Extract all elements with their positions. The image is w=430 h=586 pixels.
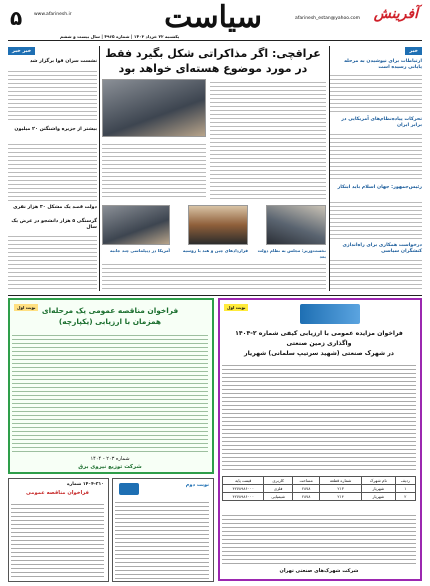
tender-tag: نوبت اول — [14, 304, 38, 311]
tender-ref: شماره ۲۰۳ - ۱۴۰۴ — [90, 456, 130, 462]
table-header: نام شهرک — [361, 477, 395, 485]
auction-body — [222, 362, 416, 472]
left-body-3 — [8, 233, 97, 291]
auction-title-1: فراخوان مزایده عمومی با ارزیابی کیفی شماره ۲-۱۴۰۴ — [235, 330, 403, 337]
bottom-mid-tag: نوبت دوم — [185, 482, 209, 488]
bottom-ad-mid — [112, 478, 214, 582]
auction-title-2: واگذاری زمین صنعتی — [286, 340, 352, 347]
table-cell: ۲۸۷۸ — [292, 485, 320, 493]
news-body-1 — [330, 72, 422, 112]
dateline: یکشنبه ۲۲ خرداد ۱۴۰۳ | شماره ۴۹۶۵ | سال بیست و ششم — [60, 34, 180, 39]
tender-title-2: همزمان با ارزیابی (یکپارچه) — [58, 317, 162, 326]
page-number: ۵ — [10, 6, 23, 30]
captions-body — [102, 261, 326, 291]
auction-org: شرکت شهرک‌های صنعتی تهران — [279, 568, 359, 574]
auction-title-3: در شهرک صنعتی (شهید سرتیپ سلمانی) شهریار — [244, 350, 394, 357]
ads-divider — [8, 295, 422, 296]
photo-2 — [266, 205, 326, 245]
photo-3 — [188, 205, 248, 245]
tender-ad — [8, 298, 214, 474]
left-head-1: نشست سران قوا برگزار شد — [29, 59, 97, 64]
column-tag: خبر — [405, 47, 422, 55]
table-cell: شیمیایی — [264, 493, 292, 501]
right-column — [330, 45, 422, 292]
table-cell: شهریار — [361, 485, 395, 493]
left-column-tag: خبر خبر — [8, 47, 35, 55]
bottom-left-title: فراخوان مناقصه عمومی — [26, 490, 89, 496]
news-head-1: ارتباطات برای نپوشیدن به مرحله پایانی رسیده است — [344, 59, 422, 70]
email: afarinesh_estan@yahoo.com — [295, 16, 360, 21]
table-cell: ۲۱۴ — [320, 493, 361, 501]
tender-body — [12, 332, 208, 452]
news-head-3: رئیس‌جمهور: جهان اسلام باید ابتکار — [337, 185, 422, 190]
table-cell: ۲ — [395, 493, 415, 501]
main-story — [100, 45, 326, 293]
photo-caption-3: آمریکا در دیپلماسی چند جانبه — [109, 248, 170, 253]
table-cell: فلزی — [264, 485, 292, 493]
table-cell: ۲۱۳ — [320, 485, 361, 493]
headline-line-2: در مورد موضوع هسته‌ای خواهد بود — [118, 62, 308, 75]
table-cell: ۲۸۷۸ — [292, 493, 320, 501]
bottom-mid-logo — [119, 483, 139, 495]
masthead-rule — [8, 40, 422, 41]
left-head-2: بیشتر از جزیره واشنگتن ۲۰ میلیون — [14, 127, 97, 132]
main-story-body — [210, 79, 326, 199]
auction-ad — [218, 298, 422, 581]
auction-body-2 — [222, 512, 416, 564]
table-row — [223, 485, 416, 493]
site-url: www.afarinesh.ir — [34, 12, 72, 17]
left-body-2 — [8, 141, 97, 201]
bottom-ad-left — [8, 478, 109, 582]
tender-footer: شرکت توزیع نیروی برق — [78, 464, 142, 470]
table-cell: ۴۲۷۸۹۸۶۰۰۰ — [223, 493, 264, 501]
photo-4 — [102, 205, 170, 245]
table-cell: ۱ — [395, 485, 415, 493]
tender-title-1: فراخوان مناقصه عمومی یک مرحله‌ای — [41, 306, 179, 315]
bottom-left-body — [11, 501, 104, 579]
table-cell: ۴۲۷۸۹۸۶۰۰۰ — [223, 485, 264, 493]
news-head-2: تحرکات پیاده‌نظام‌های آمریکایی در برابر ایران — [341, 117, 422, 128]
photo-caption-1: نخست‌وزیر: مجلس به نظام دولت بعد — [257, 248, 326, 259]
table-header: شماره قطعه — [320, 477, 361, 485]
section-title: سیاست — [164, 0, 262, 35]
bottom-left-code: ۱۴۰۴-۲۱۰ شماره — [66, 482, 104, 487]
left-column — [8, 45, 97, 292]
main-story-body-2 — [102, 141, 206, 199]
table-header-row — [223, 477, 416, 485]
table-cell: شهریار — [361, 493, 395, 501]
left-head-3: دولت قصد یک مشکل ۴۰ هزار نفری — [13, 205, 97, 210]
auction-tag: نوبت اول — [224, 304, 248, 311]
news-body-4 — [330, 257, 422, 291]
auction-table — [222, 476, 416, 501]
logo: آفرینش — [373, 6, 418, 22]
masthead — [0, 0, 430, 44]
table-header: کاربری — [264, 477, 292, 485]
column-divider-right — [329, 46, 330, 291]
photo-caption-2: قراردادهای چین و هند با روسیه — [182, 248, 248, 253]
table-header: ردیف — [395, 477, 415, 485]
column-divider-left — [99, 46, 100, 291]
left-body-1 — [8, 68, 97, 122]
news-body-3 — [330, 199, 422, 239]
table-header: قیمت پایه — [223, 477, 264, 485]
headline-line-1: عراقچی: اگر مذاکراتی شکل بگیرد فقط — [105, 47, 321, 60]
news-head-4: درخواست همکاری برای راه‌اندازی کنشگران سیاسی — [342, 243, 422, 254]
bottom-mid-body — [115, 499, 209, 579]
org-logo — [300, 304, 360, 324]
news-body-2 — [330, 131, 422, 181]
table-header: مساحت — [292, 477, 320, 485]
table-row — [223, 493, 416, 501]
left-head-4: گرسنگی ۵ هزار دانشجو در عرض یک سال — [11, 219, 97, 230]
main-photo — [102, 79, 206, 137]
